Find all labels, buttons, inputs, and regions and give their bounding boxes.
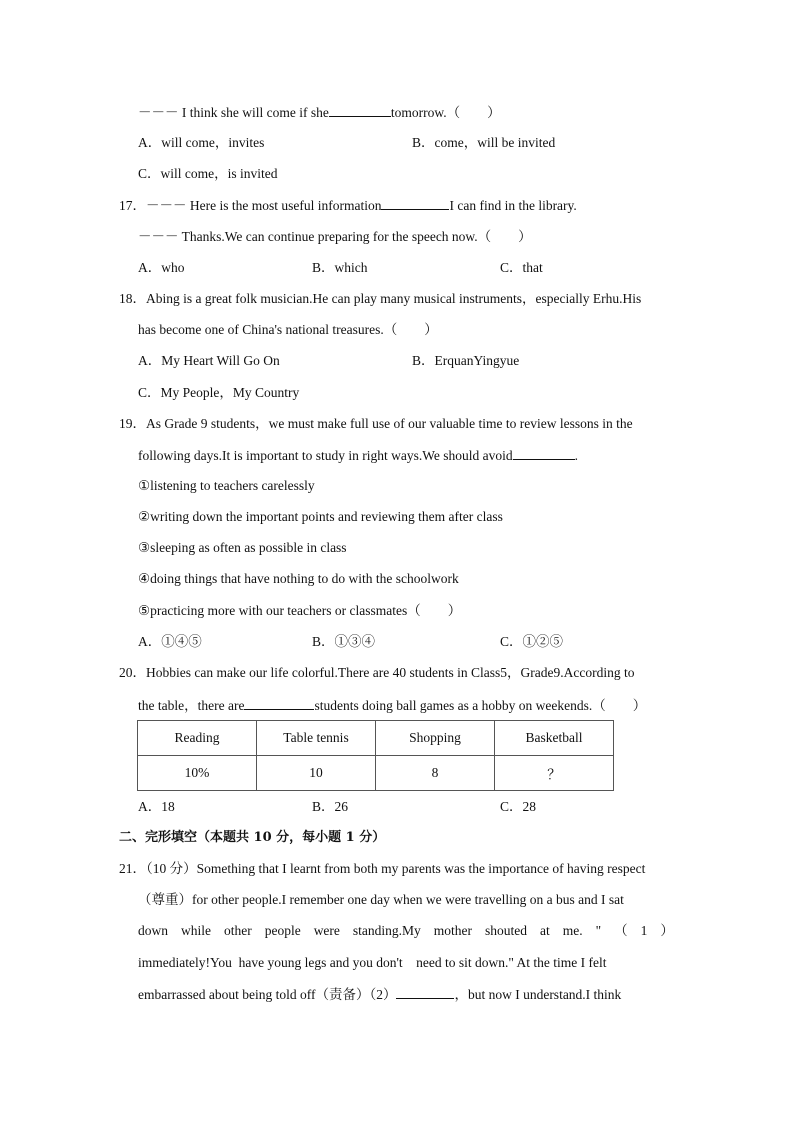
q18-stem-line1: 18．Abing is a great folk musician.He can play many musical instruments，especially Erhu.His	[119, 291, 642, 306]
q18-option-b[interactable]: B．ErquanYingyue	[412, 353, 520, 368]
passage-word: people	[264, 923, 301, 938]
passage-word: ）	[660, 923, 674, 938]
q20-option-c[interactable]: C．28	[500, 799, 537, 814]
table-header-cell: Basketball	[495, 721, 614, 756]
passage-word: shouted	[485, 923, 528, 938]
q16-option-b[interactable]: B．come，will be invited	[412, 135, 556, 150]
q16-stem-text: －－－ I think she will come if she	[138, 105, 329, 120]
q19-item-1: ①listening to teachers carelessly	[138, 478, 315, 493]
q18-option-c[interactable]: C．My People，My Country	[138, 385, 300, 400]
q21-line5-tail: ，but now I understand.I think	[454, 987, 622, 1002]
q16-option-c[interactable]: C．will come，is invited	[138, 166, 278, 181]
q18-stem-line2: has become one of China's national treasures.（ ）	[138, 322, 438, 337]
passage-word: other	[223, 923, 252, 938]
table-row	[138, 756, 614, 791]
q19-option-a[interactable]: A．①④⑤	[138, 634, 202, 649]
q17-option-c[interactable]: C．that	[500, 260, 543, 275]
q20-blank[interactable]	[244, 696, 314, 710]
q17-stem-tail: I can find in the library.	[449, 198, 577, 213]
q19-item-4: ④doing things that have nothing to do with the schoolwork	[138, 571, 459, 586]
q20-stem-text: the table，there are	[138, 698, 245, 713]
table-header-cell: Reading	[138, 721, 257, 756]
q20-stem-line2	[138, 696, 646, 715]
q17-blank[interactable]	[381, 196, 449, 210]
table-header-cell: Table tennis	[257, 721, 376, 756]
q20-stem-line1: 20．Hobbies can make our life colorful.There are 40 students in Class5，Grade9.According to	[119, 665, 635, 680]
q19-item-2: ②writing down the important points and reviewing them after class	[138, 509, 503, 524]
q17-option-b[interactable]: B．which	[312, 260, 368, 275]
q17-stem-line2: －－－ Thanks.We can continue preparing for the speech now.（ ）	[138, 229, 532, 244]
q19-stem-end: .	[574, 448, 579, 463]
q19-option-b[interactable]: B．①③④	[312, 634, 376, 649]
q20-stem-tail: students doing ball games as a hobby on weekends.（ ）	[314, 698, 647, 713]
passage-word: down	[138, 923, 168, 938]
passage-word: （	[614, 923, 628, 938]
q16-stem-tail: tomorrow.（ ）	[390, 105, 501, 120]
q17-stem-line1	[119, 196, 577, 215]
table-cell: 8	[376, 756, 495, 791]
q21-line5-text: embarrassed about being told off（责备）（2）	[138, 987, 397, 1002]
q19-stem-text: following days.It is important to study in right ways.We should avoid	[138, 448, 513, 463]
q21-passage-line1: 21．（10 分）Something that I learnt from both my parents was the importance of having respect	[119, 861, 646, 876]
q19-stem-line1: 19．As Grade 9 students，we must make full use of our valuable time to review lessons in the	[119, 416, 633, 431]
passage-word: me.	[562, 923, 583, 938]
q16-stem	[138, 103, 501, 122]
section-heading: 二、完形填空（本题共 10 分，每小题 1 分）	[119, 830, 386, 845]
passage-word: were	[313, 923, 340, 938]
q16-option-a[interactable]: A．will come，invites	[138, 135, 265, 150]
passage-word: while	[180, 923, 211, 938]
q21-passage-line2: （尊重）for other people.I remember one day when we were travelling on a bus and I sat	[138, 892, 624, 907]
q21-passage-line4: immediately!You have young legs and you don't need to sit down." At the time I felt	[138, 955, 607, 970]
passage-word: at	[540, 923, 550, 938]
q19-item-5: ⑤practicing more with our teachers or classmates（ ）	[138, 603, 462, 618]
q19-option-c[interactable]: C．①②⑤	[500, 634, 564, 649]
q17-option-a[interactable]: A．who	[138, 260, 185, 275]
table-header-cell: Shopping	[376, 721, 495, 756]
table-cell: 10	[257, 756, 376, 791]
hobby-table	[137, 720, 614, 791]
q20-option-b[interactable]: B．26	[312, 799, 349, 814]
q17-stem-text: 17．－－－ Here is the most useful information	[119, 198, 382, 213]
table-header-row	[138, 721, 614, 756]
table-cell: 10%	[138, 756, 257, 791]
q20-option-a[interactable]: A．18	[138, 799, 175, 814]
passage-word: "	[595, 923, 602, 938]
q18-option-a[interactable]: A．My Heart Will Go On	[138, 353, 280, 368]
q19-item-3: ③sleeping as often as possible in class	[138, 540, 347, 555]
q21-passage-line5	[138, 985, 621, 1004]
passage-word: mother	[433, 923, 473, 938]
q21-passage-line3	[138, 922, 674, 940]
q21-blank-2[interactable]	[396, 985, 454, 999]
blank-number: 1	[640, 923, 648, 938]
q16-blank[interactable]	[329, 103, 391, 117]
q19-blank[interactable]	[513, 446, 575, 460]
q19-stem-line2	[138, 446, 578, 465]
passage-word: standing.My	[352, 923, 421, 938]
table-cell: ？	[495, 756, 614, 791]
